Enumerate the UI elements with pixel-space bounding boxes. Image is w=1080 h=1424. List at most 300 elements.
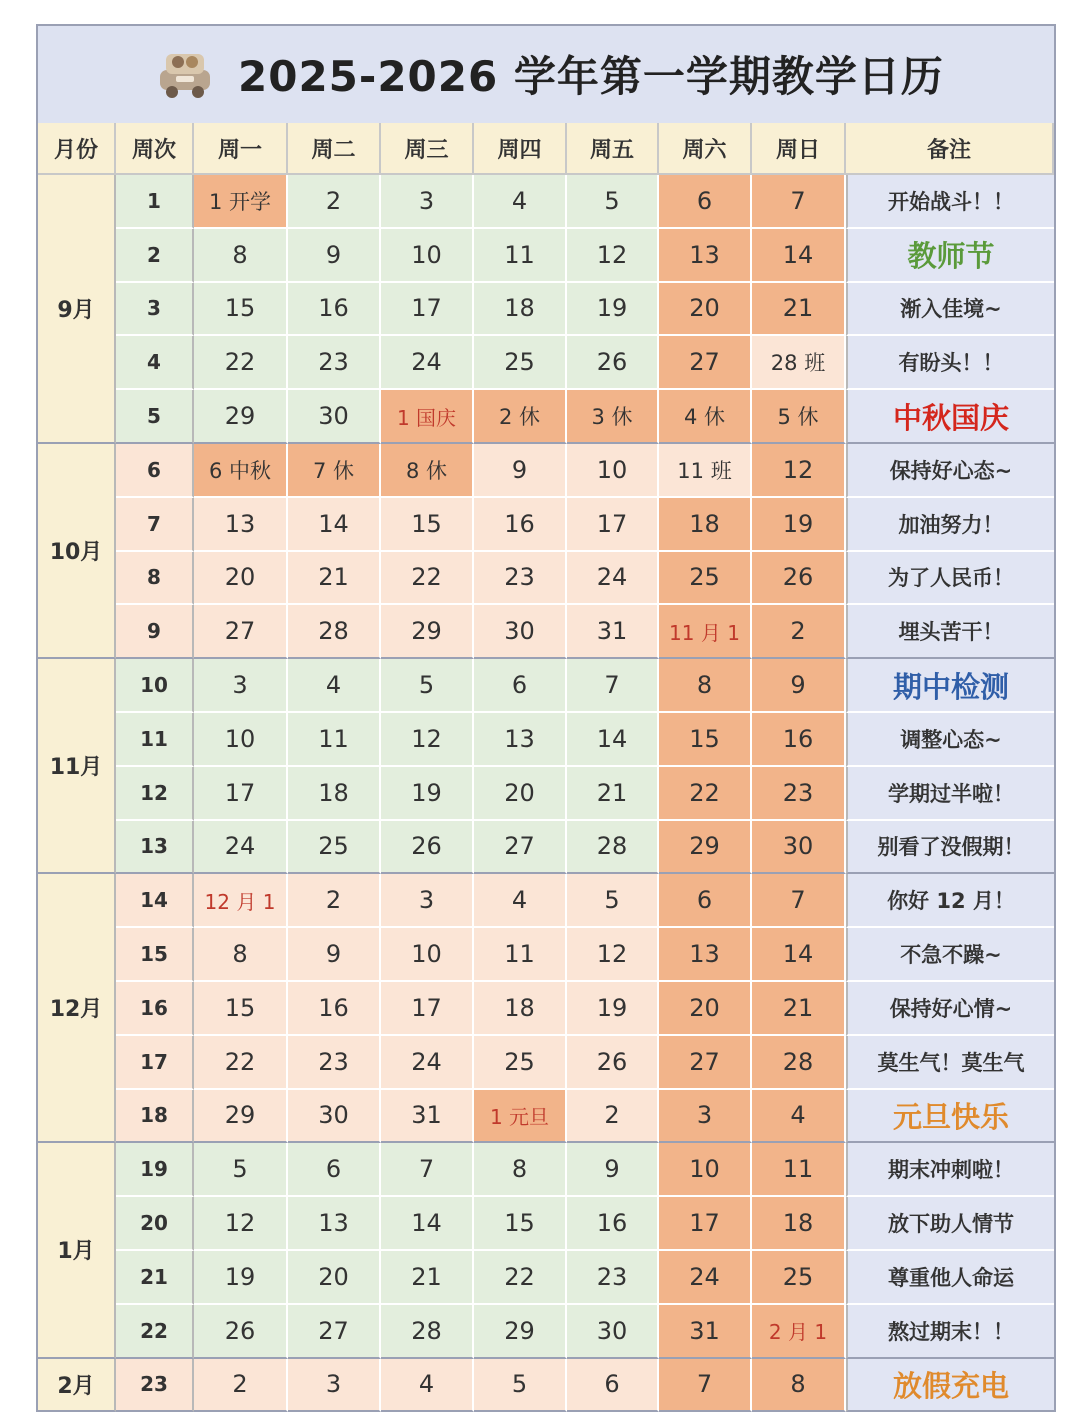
day-label: 5 (604, 186, 620, 215)
day-label: 27 (689, 348, 720, 377)
day-label: 12 (411, 724, 442, 753)
day-label: 25 (504, 1047, 535, 1076)
day-cell-tue (288, 659, 381, 713)
day-label: 27 (689, 1047, 720, 1076)
day-cell-fri (567, 1036, 659, 1090)
remark-cell: 有盼头！！ (846, 336, 1054, 390)
day-label: 27 (318, 1316, 349, 1345)
day-label: 23 (504, 563, 535, 592)
day-label: 20 (224, 563, 256, 592)
day-label: 23 (596, 1262, 628, 1291)
day-label: 25 (504, 348, 535, 377)
day-cell-tue (288, 928, 381, 982)
day-cell-fri (567, 390, 659, 444)
day-label: 18 (782, 1209, 814, 1238)
week-number: 19 (116, 1143, 194, 1197)
day-label: 9 (790, 671, 806, 700)
day-cell-sat (659, 982, 752, 1036)
day-label: 29 (411, 617, 442, 646)
week-number: 22 (116, 1305, 194, 1359)
teaching-calendar (36, 24, 1056, 1412)
day-cell-sat (659, 444, 752, 498)
day-cell-sun (752, 982, 846, 1036)
day-label: 30 (504, 617, 535, 646)
day-label: 12 (596, 240, 628, 269)
day-cell-sun (752, 928, 846, 982)
day-cell-wed (381, 552, 474, 606)
week-number: 4 (116, 336, 194, 390)
day-label: 12 (224, 1209, 256, 1238)
day-cell-tue (288, 1090, 381, 1144)
day-cell-tue (288, 498, 381, 552)
day-label: 28 (318, 617, 349, 646)
day-label: 22 (504, 1262, 535, 1291)
day-cell-tue (288, 1197, 381, 1251)
day-cell-wed (381, 390, 474, 444)
day-label: 9 (325, 240, 342, 269)
day-label: 7 (418, 1155, 435, 1184)
day-label: 6 (511, 671, 528, 700)
car-with-bears-icon (154, 42, 216, 104)
day-label: 21 (596, 778, 628, 807)
remark-cell: 学期过半啦！ (846, 767, 1054, 821)
day-label: 25 (689, 563, 720, 592)
day-cell-thu (474, 1251, 567, 1305)
day-cell-sun (752, 1359, 846, 1413)
day-label: 6 (696, 886, 713, 915)
day-label: 17 (689, 1209, 720, 1238)
day-cell-tue (288, 767, 381, 821)
week-number: 16 (116, 982, 194, 1036)
day-label: 21 (318, 563, 349, 592)
day-cell-tue (288, 1143, 381, 1197)
day-label: 16 (504, 509, 535, 538)
day-cell-thu (474, 283, 567, 337)
header-8: 周日 (752, 123, 846, 175)
day-cell-wed (381, 175, 474, 229)
day-label: 15 (504, 1209, 535, 1238)
day-cell-fri (567, 1197, 659, 1251)
day-cell-mon (194, 767, 288, 821)
month-cell: 2月 (38, 1359, 116, 1413)
day-label: 9 (604, 1155, 620, 1184)
day-cell-sat (659, 552, 752, 606)
day-cell-sat (659, 928, 752, 982)
day-label: 25 (318, 832, 349, 861)
day-label: 17 (411, 993, 442, 1022)
day-label: 23 (318, 1047, 349, 1076)
day-label: 29 (224, 402, 256, 431)
week-number: 17 (116, 1036, 194, 1090)
day-label: 14 (411, 1209, 442, 1238)
day-label: 24 (411, 1047, 442, 1076)
day-cell-thu (474, 390, 567, 444)
day-cell-wed (381, 928, 474, 982)
day-label: 2 休 (498, 405, 541, 430)
day-cell-sun (752, 1305, 846, 1359)
day-cell-fri (567, 336, 659, 390)
day-label: 28 (782, 1047, 814, 1076)
day-label: 31 (596, 617, 628, 646)
day-cell-sun (752, 1251, 846, 1305)
day-label: 17 (596, 509, 628, 538)
day-label: 23 (318, 348, 349, 377)
day-cell-sun (752, 821, 846, 875)
remark-cell: 元旦快乐 (846, 1090, 1054, 1144)
day-cell-wed (381, 659, 474, 713)
day-label: 24 (411, 348, 442, 377)
day-cell-thu (474, 175, 567, 229)
week-number: 23 (116, 1359, 194, 1413)
day-label: 28 (596, 832, 628, 861)
day-label: 18 (318, 778, 349, 807)
day-label: 16 (318, 993, 349, 1022)
day-cell-fri (567, 1251, 659, 1305)
day-cell-sun (752, 498, 846, 552)
day-cell-wed (381, 229, 474, 283)
day-label: 17 (224, 778, 256, 807)
day-label: 1 国庆 (396, 405, 457, 430)
day-label: 26 (224, 1316, 256, 1345)
day-label: 15 (411, 509, 442, 538)
day-cell-tue (288, 552, 381, 606)
week-number: 9 (116, 605, 194, 659)
day-label: 2 月 1 (768, 1320, 828, 1345)
remark-cell: 中秋国庆 (846, 390, 1054, 444)
day-cell-fri (567, 229, 659, 283)
day-label: 8 (696, 671, 713, 700)
week-number: 6 (116, 444, 194, 498)
day-label: 7 (696, 1370, 713, 1399)
day-label: 12 (782, 455, 814, 484)
day-cell-fri (567, 444, 659, 498)
week-number: 14 (116, 874, 194, 928)
remark-cell: 加油努力！ (846, 498, 1054, 552)
day-label: 13 (318, 1209, 349, 1238)
day-label: 5 (232, 1155, 248, 1184)
header-0: 月份 (38, 123, 116, 175)
day-label: 18 (504, 294, 535, 323)
day-label: 9 (511, 455, 528, 484)
day-label: 8 (232, 240, 248, 269)
day-cell-thu (474, 1197, 567, 1251)
day-cell-tue (288, 821, 381, 875)
day-cell-sat (659, 336, 752, 390)
day-label: 5 (418, 671, 435, 700)
day-cell-wed (381, 1090, 474, 1144)
day-cell-thu (474, 821, 567, 875)
day-cell-wed (381, 821, 474, 875)
day-cell-thu (474, 1036, 567, 1090)
day-label: 2 (325, 886, 342, 915)
day-cell-sun (752, 444, 846, 498)
day-cell-fri (567, 1090, 659, 1144)
day-label: 25 (782, 1262, 814, 1291)
day-cell-thu (474, 498, 567, 552)
day-cell-sun (752, 767, 846, 821)
day-cell-sat (659, 713, 752, 767)
remark-cell: 保持好心情~ (846, 982, 1054, 1036)
day-label: 6 (696, 186, 713, 215)
day-cell-mon (194, 552, 288, 606)
day-cell-tue (288, 444, 381, 498)
day-cell-wed (381, 444, 474, 498)
day-cell-sat (659, 390, 752, 444)
day-label: 4 (511, 886, 528, 915)
day-label: 16 (782, 724, 814, 753)
day-cell-tue (288, 982, 381, 1036)
day-cell-thu (474, 552, 567, 606)
day-cell-mon (194, 229, 288, 283)
day-cell-sun (752, 1036, 846, 1090)
week-number: 13 (116, 821, 194, 875)
day-label: 27 (224, 617, 256, 646)
day-label: 6 (325, 1155, 342, 1184)
day-label: 22 (224, 348, 256, 377)
header-7: 周六 (659, 123, 752, 175)
day-label: 16 (318, 294, 349, 323)
day-cell-mon (194, 1251, 288, 1305)
remark-cell: 调整心态~ (846, 713, 1054, 767)
day-label: 20 (689, 294, 720, 323)
day-cell-sun (752, 175, 846, 229)
day-cell-wed (381, 1305, 474, 1359)
day-cell-tue (288, 1305, 381, 1359)
month-cell: 1月 (38, 1143, 116, 1358)
title-bar (38, 26, 1054, 125)
day-cell-sun (752, 1197, 846, 1251)
day-cell-fri (567, 175, 659, 229)
day-label: 15 (689, 724, 720, 753)
day-cell-mon (194, 659, 288, 713)
day-label: 4 (511, 186, 528, 215)
day-cell-fri (567, 767, 659, 821)
header-5: 周四 (474, 123, 567, 175)
day-cell-thu (474, 444, 567, 498)
day-cell-wed (381, 1251, 474, 1305)
day-label: 24 (596, 563, 628, 592)
day-label: 29 (689, 832, 720, 861)
day-cell-wed (381, 1359, 474, 1413)
day-cell-thu (474, 874, 567, 928)
day-cell-sat (659, 1143, 752, 1197)
day-label: 20 (318, 1262, 349, 1291)
day-cell-sun (752, 1143, 846, 1197)
day-label: 10 (596, 455, 628, 484)
week-number: 11 (116, 713, 194, 767)
day-label: 3 休 (591, 405, 633, 430)
day-cell-mon (194, 605, 288, 659)
day-cell-wed (381, 713, 474, 767)
day-cell-sun (752, 659, 846, 713)
day-cell-wed (381, 982, 474, 1036)
day-cell-fri (567, 874, 659, 928)
day-cell-sat (659, 821, 752, 875)
remark-cell: 不急不躁~ (846, 928, 1054, 982)
day-cell-mon (194, 1305, 288, 1359)
day-cell-thu (474, 605, 567, 659)
day-label: 3 (232, 671, 248, 700)
day-cell-fri (567, 713, 659, 767)
day-label: 29 (224, 1101, 256, 1130)
day-cell-thu (474, 336, 567, 390)
remark-cell: 熬过期末！！ (846, 1305, 1054, 1359)
day-cell-fri (567, 498, 659, 552)
day-label: 1 开学 (208, 189, 272, 214)
day-cell-sun (752, 283, 846, 337)
day-cell-tue (288, 1359, 381, 1413)
day-label: 8 (790, 1370, 806, 1399)
day-label: 19 (596, 993, 628, 1022)
day-cell-mon (194, 1359, 288, 1413)
remark-cell: 埋头苦干！ (846, 605, 1054, 659)
day-label: 31 (689, 1316, 720, 1345)
day-cell-tue (288, 283, 381, 337)
day-cell-tue (288, 713, 381, 767)
day-label: 11 (504, 240, 535, 269)
day-cell-mon (194, 1197, 288, 1251)
day-label: 2 (232, 1370, 248, 1399)
header-9: 备注 (846, 123, 1054, 175)
day-cell-wed (381, 1143, 474, 1197)
day-cell-thu (474, 1305, 567, 1359)
day-label: 11 班 (677, 458, 732, 483)
day-label: 11 (782, 1155, 814, 1184)
day-label: 19 (411, 778, 442, 807)
day-label: 7 休 (312, 458, 355, 483)
day-cell-wed (381, 336, 474, 390)
day-label: 2 (604, 1101, 620, 1130)
day-label: 13 (689, 940, 720, 969)
remark-cell: 渐入佳境~ (846, 283, 1054, 337)
day-label: 22 (411, 563, 442, 592)
day-cell-sat (659, 1251, 752, 1305)
week-number: 5 (116, 390, 194, 444)
day-label: 28 (411, 1316, 442, 1345)
day-label: 30 (782, 832, 814, 861)
day-cell-mon (194, 336, 288, 390)
day-label: 6 中秋 (208, 458, 272, 483)
day-cell-tue (288, 874, 381, 928)
day-cell-tue (288, 336, 381, 390)
day-label: 14 (782, 240, 814, 269)
day-label: 26 (411, 832, 442, 861)
remark-cell: 保持好心态~ (846, 444, 1054, 498)
day-label: 10 (411, 240, 442, 269)
day-label: 15 (224, 993, 256, 1022)
remark-cell: 期末冲刺啦！ (846, 1143, 1054, 1197)
day-cell-sat (659, 874, 752, 928)
header-1: 周次 (116, 123, 194, 175)
week-number: 18 (116, 1090, 194, 1144)
day-label: 12 (596, 940, 628, 969)
day-cell-tue (288, 605, 381, 659)
day-cell-mon (194, 444, 288, 498)
day-cell-sat (659, 498, 752, 552)
remark-cell: 放假充电 (846, 1359, 1054, 1413)
day-cell-fri (567, 1143, 659, 1197)
remark-cell: 期中检测 (846, 659, 1054, 713)
day-cell-sat (659, 175, 752, 229)
day-label: 13 (504, 724, 535, 753)
day-cell-sun (752, 390, 846, 444)
day-label: 30 (596, 1316, 628, 1345)
day-cell-thu (474, 659, 567, 713)
day-cell-wed (381, 605, 474, 659)
day-cell-thu (474, 1359, 567, 1413)
week-number: 20 (116, 1197, 194, 1251)
day-label: 21 (782, 993, 814, 1022)
day-cell-mon (194, 928, 288, 982)
day-label: 19 (224, 1262, 256, 1291)
day-label: 14 (596, 724, 628, 753)
header-4: 周三 (381, 123, 474, 175)
day-cell-sun (752, 713, 846, 767)
day-label: 4 (325, 671, 342, 700)
day-cell-fri (567, 982, 659, 1036)
day-label: 3 (696, 1101, 713, 1130)
day-cell-sat (659, 767, 752, 821)
day-label: 2 (325, 186, 342, 215)
day-cell-tue (288, 229, 381, 283)
day-cell-sun (752, 605, 846, 659)
day-cell-sat (659, 605, 752, 659)
day-cell-mon (194, 390, 288, 444)
day-cell-mon (194, 821, 288, 875)
day-cell-sun (752, 874, 846, 928)
day-cell-fri (567, 605, 659, 659)
day-label: 8 休 (405, 458, 448, 483)
day-label: 20 (504, 778, 535, 807)
day-label: 5 (511, 1370, 528, 1399)
week-number: 7 (116, 498, 194, 552)
day-label: 2 (790, 617, 806, 646)
day-label: 19 (596, 294, 628, 323)
day-cell-mon (194, 1036, 288, 1090)
day-label: 10 (411, 940, 442, 969)
day-label: 23 (782, 778, 814, 807)
day-cell-thu (474, 982, 567, 1036)
day-label: 6 (604, 1370, 620, 1399)
remark-cell: 为了人民币！ (846, 552, 1054, 606)
day-cell-wed (381, 1197, 474, 1251)
month-cell: 9月 (38, 175, 116, 444)
day-cell-mon (194, 874, 288, 928)
day-cell-fri (567, 659, 659, 713)
day-label: 21 (782, 294, 814, 323)
day-cell-sat (659, 1197, 752, 1251)
day-cell-wed (381, 283, 474, 337)
day-label: 29 (504, 1316, 535, 1345)
day-cell-mon (194, 1090, 288, 1144)
day-label: 5 休 (777, 405, 819, 430)
day-cell-sat (659, 1090, 752, 1144)
week-number: 8 (116, 552, 194, 606)
day-label: 14 (318, 509, 349, 538)
month-cell: 12月 (38, 874, 116, 1143)
day-label: 18 (689, 509, 720, 538)
remark-cell: 尊重他人命运 (846, 1251, 1054, 1305)
day-cell-wed (381, 767, 474, 821)
remark-cell: 开始战斗！！ (846, 175, 1054, 229)
day-label: 30 (318, 402, 349, 431)
day-cell-sun (752, 229, 846, 283)
day-cell-sun (752, 1090, 846, 1144)
day-cell-mon (194, 713, 288, 767)
day-label: 11 (504, 940, 535, 969)
day-cell-wed (381, 498, 474, 552)
day-label: 10 (224, 724, 256, 753)
